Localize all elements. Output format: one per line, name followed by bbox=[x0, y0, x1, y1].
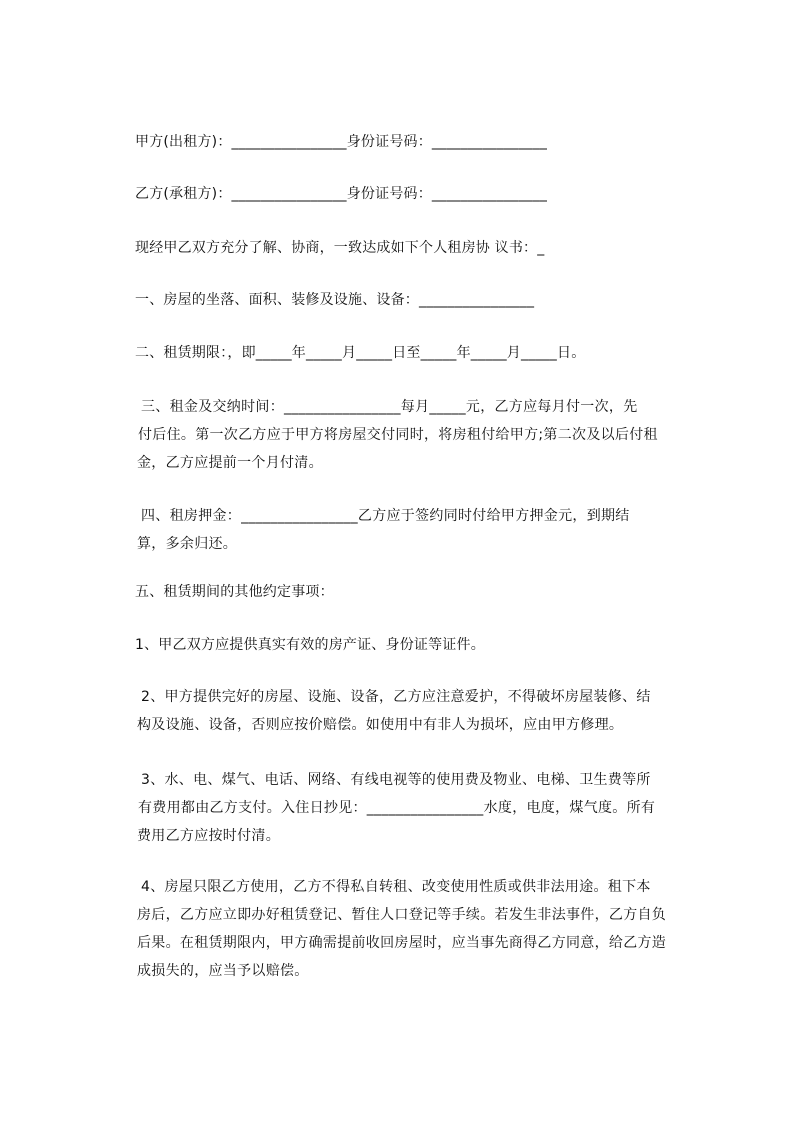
clause4-line-2: 房后，乙方应立即办好租赁登记、暂住人口登记等手续。若发生非法事件，乙方自负 bbox=[137, 907, 667, 923]
item4-line-2: 算，多余归还。 bbox=[137, 536, 238, 552]
item3-line-2: 付后住。第一次乙方应于甲方将房屋交付同时，将房租付给甲方;第二次及以后付租 bbox=[138, 427, 658, 443]
item4-paragraph bbox=[137, 502, 697, 558]
item1-line: 一、房屋的坐落、面积、装修及设施、设备：________________ bbox=[135, 292, 535, 308]
clause4-line-3: 后果。在租赁期限内，甲方确需提前收回房屋时，应当事先商得乙方同意，给乙方造 bbox=[137, 935, 667, 951]
party-a-line: 甲方(出租方)：________________身份证号码：________________ bbox=[135, 134, 548, 150]
item2-line: 二、租赁期限：，即_____年_____月_____日至_____年_____月_____日。 bbox=[135, 345, 586, 361]
clause3-line-3: 费用乙方应按时付清。 bbox=[137, 828, 280, 844]
clause1-line: 1、甲乙双方应提供真实有效的房产证、身份证等证件。 bbox=[135, 637, 485, 653]
item3-line-1: 三、租金及交纳时间：________________每月_____元，乙方应每月付一次，先 bbox=[141, 399, 638, 415]
clause4-line-4: 成损失的，应当予以赔偿。 bbox=[137, 963, 309, 979]
intro-line: 现经甲乙双方充分了解、协商，一致达成如下个人租房协 议书：_ bbox=[135, 240, 545, 256]
item3-paragraph bbox=[137, 393, 697, 477]
item4-line-1: 四、租房押金：________________乙方应于签约同时付给甲方押金元，到期结 bbox=[141, 508, 630, 524]
item5-line: 五、租赁期间的其他约定事项： bbox=[135, 584, 334, 600]
clause2-paragraph bbox=[137, 683, 697, 739]
clause4-paragraph bbox=[137, 873, 697, 985]
party-b-line: 乙方(承租方)：________________身份证号码：________________ bbox=[135, 186, 548, 202]
clause4-line-1: 4、房屋只限乙方使用，乙方不得私自转租、改变使用性质或供非法用途。租下本 bbox=[141, 879, 651, 895]
clause3-line-1: 3、水、电、煤气、电话、网络、有线电视等的使用费及物业、电梯、卫生费等所 bbox=[141, 772, 651, 788]
clause2-line-2: 构及设施、设备，否则应按价赔偿。如使用中有非人为损坏，应由甲方修理。 bbox=[137, 717, 624, 733]
item3-line-3: 金，乙方应提前一个月付清。 bbox=[137, 455, 323, 471]
clause3-paragraph bbox=[137, 766, 697, 850]
clause3-line-2: 有费用都由乙方支付。入住日抄见：________________水度，电度，煤气度。所有 bbox=[138, 800, 656, 816]
clause2-line-1: 2、甲方提供完好的房屋、设施、设备，乙方应注意爱护，不得破坏房屋装修、结 bbox=[141, 689, 651, 705]
